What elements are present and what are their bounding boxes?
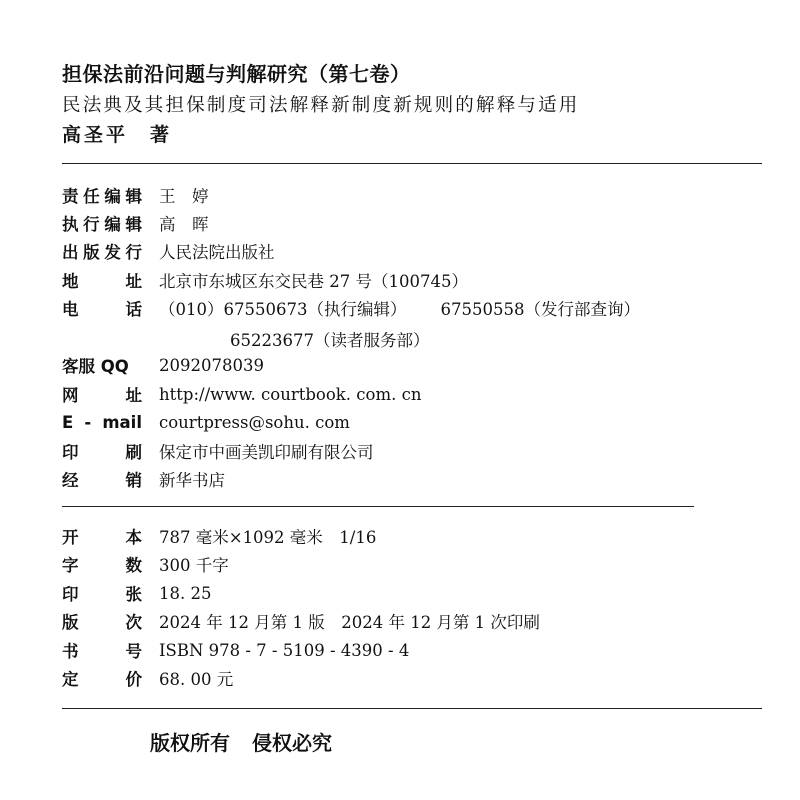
sheets-label: 印 张 bbox=[62, 585, 142, 604]
editor-row bbox=[62, 181, 209, 209]
copyright-text: 版权所有 bbox=[150, 731, 230, 755]
phone-value bbox=[159, 296, 640, 320]
exec-editor-row bbox=[62, 209, 209, 237]
edition-row bbox=[62, 607, 540, 635]
header-divider bbox=[62, 163, 762, 164]
email-value: courtpress@sohu. com bbox=[159, 412, 350, 432]
format-row bbox=[62, 522, 376, 550]
words-row bbox=[62, 550, 229, 578]
format-label: 开 本 bbox=[62, 528, 142, 547]
website-value: http://www. courtbook. com. cn bbox=[159, 384, 422, 404]
editor-value: 王 婷 bbox=[159, 187, 209, 206]
author-role: 著 bbox=[150, 124, 170, 146]
phone-reader-service: 65223677（读者服务部） bbox=[230, 331, 430, 350]
format-value: 787 毫米×1092 毫米 1/16 bbox=[159, 528, 377, 547]
author-line bbox=[62, 120, 169, 147]
words-value: 300 千字 bbox=[159, 556, 229, 575]
address-row bbox=[62, 266, 468, 294]
email-row bbox=[62, 408, 350, 436]
price-value: 68. 00 元 bbox=[159, 670, 234, 689]
footer-divider bbox=[62, 708, 762, 709]
qq-row bbox=[62, 351, 264, 379]
address-value: 北京市东城区东交民巷 27 号（100745） bbox=[159, 272, 468, 291]
isbn-row bbox=[62, 636, 409, 664]
address-label: 地 址 bbox=[62, 272, 142, 291]
publisher-label: 出 版 发 行 bbox=[62, 243, 142, 262]
edition-value: 2024 年 12 月第 1 版 2024 年 12 月第 1 次印刷 bbox=[159, 613, 540, 632]
book-title: 担保法前沿问题与判解研究（第七卷） bbox=[62, 62, 411, 86]
qq-value: 2092078039 bbox=[159, 355, 264, 375]
phone-row bbox=[62, 294, 640, 322]
printer-row bbox=[62, 437, 374, 465]
price-row bbox=[62, 664, 233, 692]
words-label: 字 数 bbox=[62, 556, 142, 575]
isbn-label: 书 号 bbox=[62, 642, 142, 661]
website-label: 网 址 bbox=[62, 386, 142, 405]
edition-label: 版 次 bbox=[62, 613, 142, 632]
exec-editor-label: 执 行 编 辑 bbox=[62, 215, 142, 234]
piracy-warning-text: 侵权必究 bbox=[252, 731, 332, 755]
middle-divider bbox=[62, 506, 694, 507]
book-subtitle: 民法典及其担保制度司法解释新制度新规则的解释与适用 bbox=[62, 95, 580, 116]
distributor-label: 经 销 bbox=[62, 471, 142, 490]
isbn-value: ISBN 978 - 7 - 5109 - 4390 - 4 bbox=[159, 640, 410, 660]
editor-label: 责 任 编 辑 bbox=[62, 187, 142, 206]
publisher-row bbox=[62, 237, 275, 265]
phone-label: 电 话 bbox=[62, 300, 142, 319]
phone-editorial: （010）67550673（执行编辑） bbox=[159, 300, 407, 319]
publisher-value: 人民法院出版社 bbox=[159, 243, 275, 262]
author-name: 高圣平 bbox=[62, 124, 129, 146]
printer-value: 保定市中画美凯印刷有限公司 bbox=[159, 443, 374, 462]
website-row bbox=[62, 380, 421, 408]
copyright-notice bbox=[150, 727, 332, 756]
phone-distribution: 67550558（发行部查询） bbox=[440, 300, 640, 319]
qq-label: 客服 QQ bbox=[62, 357, 129, 376]
printer-label: 印 刷 bbox=[62, 443, 142, 462]
distributor-row bbox=[62, 465, 225, 493]
exec-editor-value: 高 晖 bbox=[159, 215, 209, 234]
sheets-row bbox=[62, 579, 211, 607]
distributor-value: 新华书店 bbox=[159, 471, 225, 490]
sheets-value: 18. 25 bbox=[159, 583, 212, 603]
email-label: E - mail bbox=[62, 412, 142, 432]
price-label: 定 价 bbox=[62, 670, 142, 689]
